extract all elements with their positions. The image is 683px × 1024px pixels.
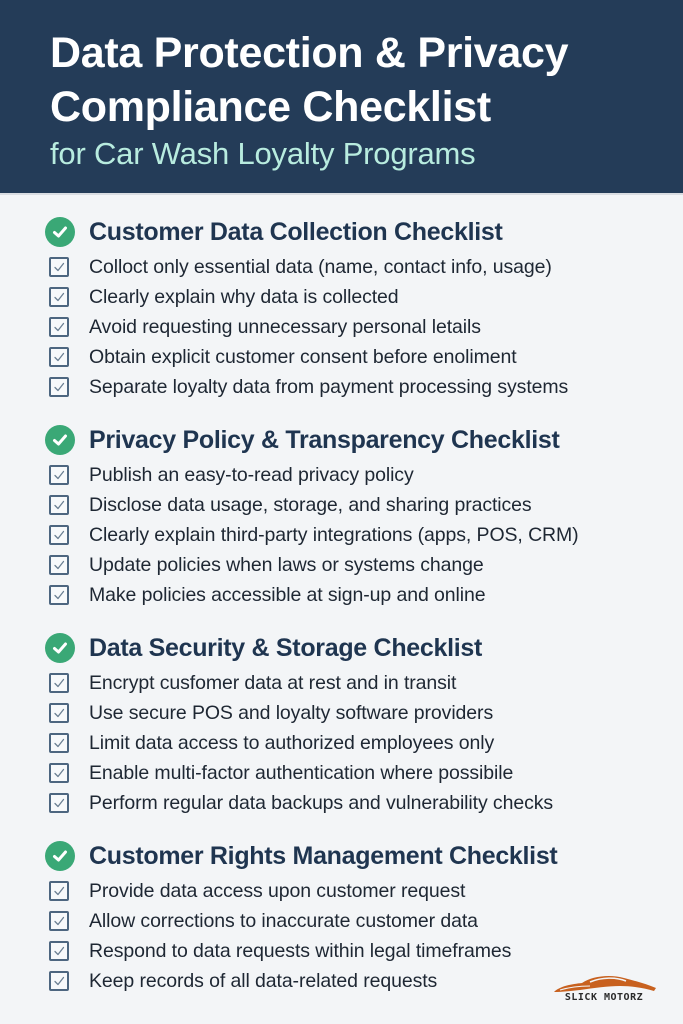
checkbox-checked-icon[interactable] [49, 465, 69, 485]
checklist-item-text: Provide data access upon customer request [89, 879, 466, 902]
checklist-item-text: Publish an easy-to-read privacy policy [89, 463, 414, 486]
checklist-item [49, 906, 683, 936]
checkbox-checked-icon[interactable] [49, 733, 69, 753]
section-header [0, 628, 683, 668]
checkbox-checked-icon[interactable] [49, 971, 69, 991]
checklist-item-text: Perform regular data backups and vulnerability checks [89, 791, 554, 814]
title-line-2: Compliance Checklist [50, 83, 491, 131]
check-circle-icon [45, 425, 75, 455]
checklist-item-text: Avoid requesting unnecessary personal letails [89, 315, 481, 338]
checklist-item [49, 490, 683, 520]
checklist-section [0, 420, 683, 610]
section-header [0, 212, 683, 252]
checkbox-checked-icon[interactable] [49, 347, 69, 367]
checkbox-checked-icon[interactable] [49, 703, 69, 723]
section-header [0, 836, 683, 876]
checklist-item [49, 282, 683, 312]
checkbox-checked-icon[interactable] [49, 881, 69, 901]
checklist-item [49, 788, 683, 818]
section-header [0, 420, 683, 460]
checkbox-checked-icon[interactable] [49, 555, 69, 575]
title-line-1: Data Protection & Privacy [50, 29, 569, 77]
checklist-item-text: Enable multi-factor authentication where possibile [89, 761, 514, 784]
checklist-item [49, 342, 683, 372]
section-title: Data Security & Storage Checklist [89, 633, 483, 662]
checkbox-checked-icon[interactable] [49, 941, 69, 961]
brand-logo [550, 972, 660, 1012]
checklist-item [49, 372, 683, 402]
checkbox-checked-icon[interactable] [49, 763, 69, 783]
page-title [50, 26, 683, 134]
checklist-item [49, 312, 683, 342]
checklist-section [0, 212, 683, 402]
checklist-item-text: Disclose data usage, storage, and sharing practices [89, 493, 532, 516]
checklist-item-text: Clearly explain why data is collected [89, 285, 399, 308]
checkbox-checked-icon[interactable] [49, 495, 69, 515]
checklist-item-text: Obtain explicit customer consent before enoliment [89, 345, 517, 368]
checklist-content [0, 212, 683, 1014]
section-title: Privacy Policy & Transparency Checklist [89, 425, 560, 454]
checklist-item-text: Make policies accessible at sign-up and online [89, 583, 486, 606]
checklist-items [0, 460, 683, 610]
checkbox-checked-icon[interactable] [49, 525, 69, 545]
checklist-item [49, 580, 683, 610]
checkbox-checked-icon[interactable] [49, 793, 69, 813]
checklist-items [0, 252, 683, 402]
checklist-item-text: Limit data access to authorized employees only [89, 731, 495, 754]
header-banner [0, 0, 683, 193]
checklist-item [49, 698, 683, 728]
checklist-item-text: Update policies when laws or systems change [89, 553, 484, 576]
checkbox-checked-icon[interactable] [49, 287, 69, 307]
checklist-items [0, 668, 683, 818]
checklist-item [49, 460, 683, 490]
checkbox-checked-icon[interactable] [49, 257, 69, 277]
check-circle-icon [45, 841, 75, 871]
checklist-item-text: Keep records of all data-related requests [89, 969, 438, 992]
checklist-item [49, 758, 683, 788]
checkbox-checked-icon[interactable] [49, 673, 69, 693]
checkbox-checked-icon[interactable] [49, 585, 69, 605]
page-subtitle: for Car Wash Loyalty Programs [50, 136, 476, 171]
check-circle-icon [45, 217, 75, 247]
checkbox-checked-icon[interactable] [49, 317, 69, 337]
section-title: Customer Rights Management Checklist [89, 841, 558, 870]
checklist-item [49, 668, 683, 698]
checkbox-checked-icon[interactable] [49, 911, 69, 931]
checklist-item-text: Separate loyalty data from payment processing systems [89, 375, 569, 398]
check-circle-icon [45, 633, 75, 663]
checklist-item [49, 550, 683, 580]
section-title: Customer Data Collection Checklist [89, 217, 503, 246]
checklist-item [49, 876, 683, 906]
checklist-item-text: Colloct only essential data (name, contact info, usage) [89, 255, 552, 278]
checklist-item [49, 520, 683, 550]
checkbox-checked-icon[interactable] [49, 377, 69, 397]
checklist-item-text: Allow corrections to inaccurate customer data [89, 909, 478, 932]
checklist-item-text: Use secure POS and loyalty software providers [89, 701, 494, 724]
checklist-section [0, 628, 683, 818]
logo-text: SLICK MOTORZ [564, 992, 644, 1003]
checklist-item-text: Clearly explain third-party integrations (apps, POS, CRM) [89, 523, 579, 546]
checklist-item [49, 728, 683, 758]
checklist-item [49, 936, 683, 966]
checklist-item-text: Respond to data requests within legal timeframes [89, 939, 512, 962]
header-divider [0, 193, 683, 195]
checklist-item-text: Encrypt cusfomer data at rest and in transit [89, 671, 457, 694]
checklist-item [49, 252, 683, 282]
